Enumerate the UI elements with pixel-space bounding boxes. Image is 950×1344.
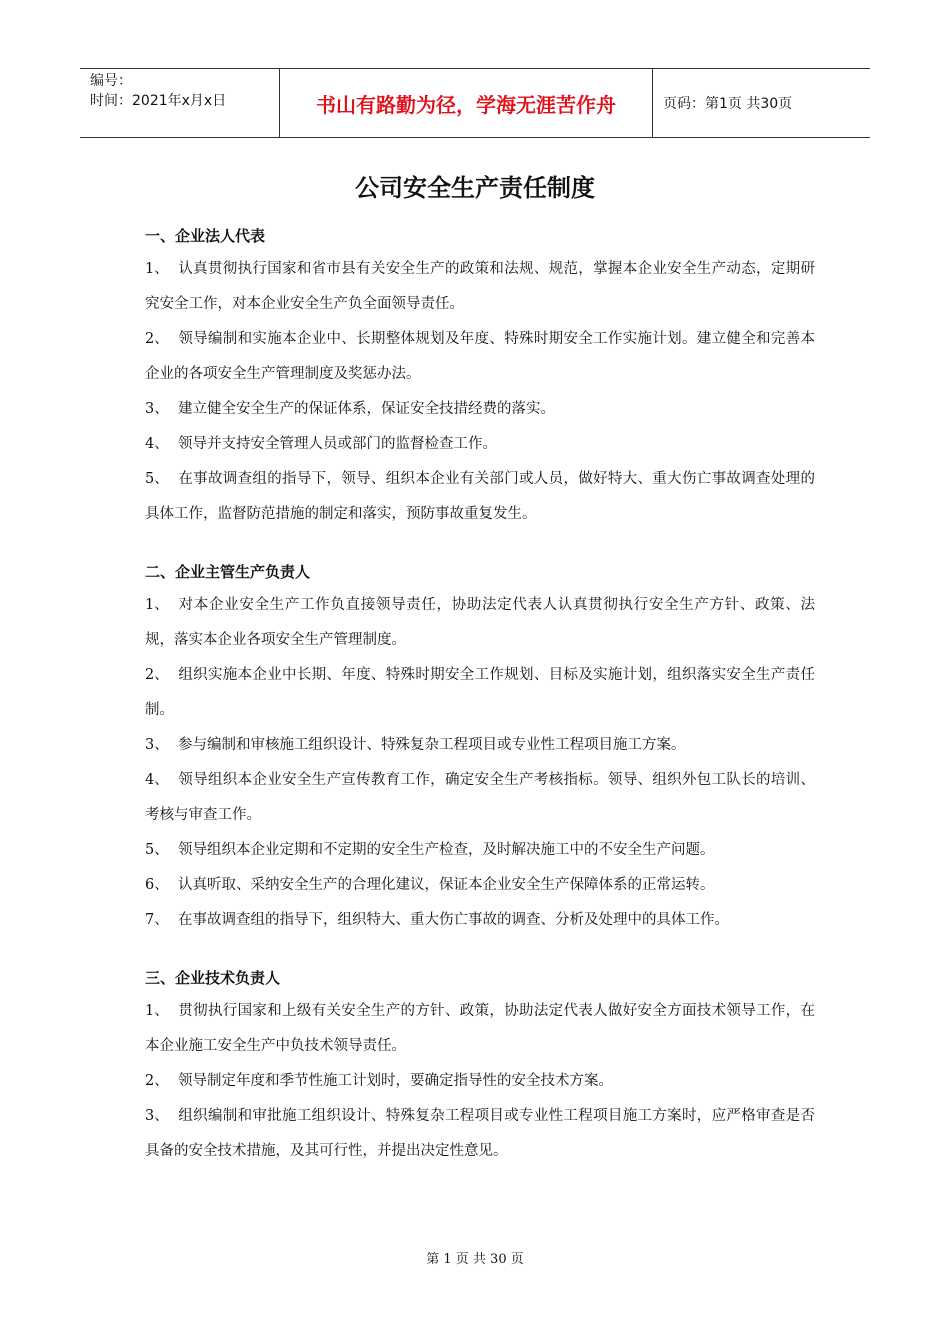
- item-number: 4、: [145, 772, 169, 788]
- item-number: 1、: [145, 1003, 169, 1019]
- section-item: [145, 903, 815, 938]
- section-item: [145, 392, 815, 427]
- item-number: 5、: [145, 471, 169, 487]
- item-number: 3、: [145, 1108, 169, 1124]
- item-number: 7、: [145, 912, 169, 928]
- item-number: 1、: [145, 597, 169, 613]
- item-number: 1、: [145, 261, 169, 277]
- item-text: 领导编制和实施本企业中、长期整体规划及年度、特殊时期安全工作实施计划。建立健全和完善本企业的各项安全生产管理制度及奖惩办法。: [145, 331, 815, 382]
- section-item: [145, 462, 815, 532]
- item-number: 3、: [145, 737, 169, 753]
- section-item: [145, 994, 815, 1064]
- section-heading: 一、企业法人代表: [145, 227, 266, 245]
- section-item: [145, 427, 815, 462]
- section-item: [145, 728, 815, 763]
- section: [145, 966, 815, 1169]
- page-footer: 第 1 页 共 30 页: [426, 1252, 524, 1267]
- item-text: 领导组织本企业安全生产宣传教育工作，确定安全生产考核指标。领导、组织外包工队长的培训、考核与审查工作。: [145, 772, 815, 823]
- item-number: 4、: [145, 436, 169, 452]
- item-number: 2、: [145, 1073, 169, 1089]
- item-number: 3、: [145, 401, 169, 417]
- document-title: 公司安全生产责任制度: [355, 174, 595, 202]
- section-item: [145, 763, 815, 833]
- header-motto: 书山有路勤为径，学海无涯苦作舟: [280, 69, 653, 137]
- item-text: 贯彻执行国家和上级有关安全生产的方针、政策，协助法定代表人做好安全方面技术领导工作，在本企业施工安全生产中负技术领导责任。: [145, 1003, 815, 1054]
- header-page-info: 页码：第1页 共30页: [663, 96, 793, 112]
- section-item: [145, 868, 815, 903]
- item-text: 在事故调查组的指导下，组织特大、重大伤亡事故的调查、分析及处理中的具体工作。: [178, 912, 729, 928]
- section: [145, 224, 815, 532]
- document-number-label: 编号：: [90, 73, 132, 89]
- item-text: 认真听取、采纳安全生产的合理化建议，保证本企业安全生产保障体系的正常运转。: [178, 877, 715, 893]
- item-number: 2、: [145, 667, 169, 683]
- item-text: 组织编制和审批施工组织设计、特殊复杂工程项目或专业性工程项目施工方案时，应严格审查是否具备的安全技术措施，及其可行性，并提出决定性意见。: [145, 1108, 815, 1159]
- item-text: 对本企业安全生产工作负直接领导责任，协助法定代表人认真贯彻执行安全生产方针、政策、法规，落实本企业各项安全生产管理制度。: [145, 597, 815, 648]
- document-time-label: 时间：2021年x月x日: [90, 93, 227, 109]
- item-text: 在事故调查组的指导下，领导、组织本企业有关部门或人员，做好特大、重大伤亡事故调查处理的具体工作，监督防范措施的制定和落实，预防事故重复发生。: [145, 471, 815, 522]
- section-item: [145, 252, 815, 322]
- document-body: [145, 224, 815, 1197]
- header-meta: [80, 69, 280, 137]
- section-heading: 三、企业技术负责人: [145, 969, 281, 987]
- item-text: 领导制定年度和季节性施工计划时，要确定指导性的安全技术方案。: [178, 1073, 613, 1089]
- item-number: 2、: [145, 331, 169, 347]
- item-text: 参与编制和审核施工组织设计、特殊复杂工程项目或专业性工程项目施工方案。: [178, 737, 686, 753]
- item-text: 领导组织本企业定期和不定期的安全生产检查，及时解决施工中的不安全生产问题。: [178, 842, 715, 858]
- item-number: 6、: [145, 877, 169, 893]
- page-header: [80, 68, 870, 138]
- section-item: [145, 588, 815, 658]
- item-text: 领导并支持安全管理人员或部门的监督检查工作。: [178, 436, 497, 452]
- section-heading: 二、企业主管生产负责人: [145, 563, 311, 581]
- item-text: 建立健全安全生产的保证体系，保证安全技措经费的落实。: [178, 401, 555, 417]
- section-item: [145, 322, 815, 392]
- item-text: 认真贯彻执行国家和省市县有关安全生产的政策和法规、规范，掌握本企业安全生产动态，定期研究安全工作，对本企业安全生产负全面领导责任。: [145, 261, 815, 312]
- section: [145, 560, 815, 938]
- section-item: [145, 658, 815, 728]
- section-item: [145, 1099, 815, 1169]
- item-number: 5、: [145, 842, 169, 858]
- section-item: [145, 833, 815, 868]
- section-item: [145, 1064, 815, 1099]
- item-text: 组织实施本企业中长期、年度、特殊时期安全工作规划、目标及实施计划，组织落实安全生产责任制。: [145, 667, 815, 718]
